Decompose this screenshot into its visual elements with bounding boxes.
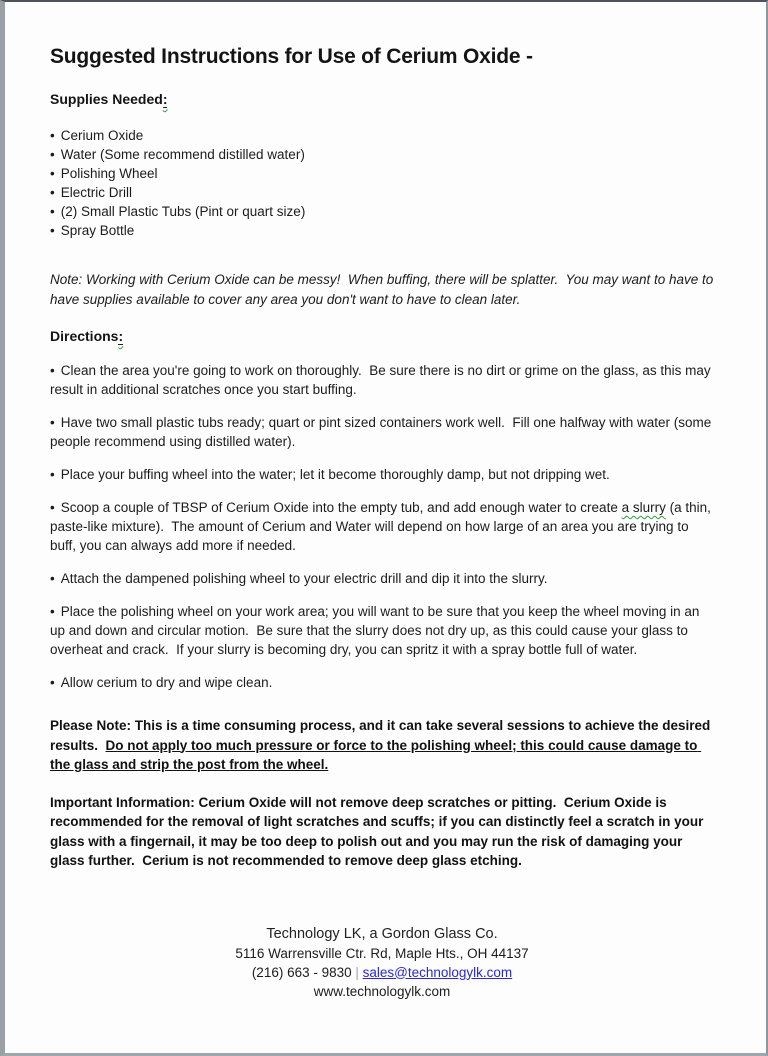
list-item-text: Electric Drill xyxy=(60,185,132,200)
direction-bullet xyxy=(50,569,714,588)
please-note-lead: Please Note: This is a time consuming process, and it can take several sessions to achieve the desired results. xyxy=(50,718,715,753)
direction-text: Clean the area you're going to work on thoroughly. Be sure there is no dirt or grime on the glass, as this may result in additional scratches once you start buffing. xyxy=(50,363,715,397)
bullet-icon: • xyxy=(50,467,55,482)
list-item-text: Spray Bottle xyxy=(60,223,135,238)
footer-company-name: Technology LK, a Gordon Glass Co. xyxy=(266,925,498,942)
supplies-list xyxy=(50,126,714,240)
direction-text: Place your buffing wheel into the water; let it become thoroughly damp, but not dripping wet. xyxy=(60,467,610,482)
supplies-heading-colon: : xyxy=(162,91,168,107)
important-information-paragraph: Important Information: Cerium Oxide will not remove deep scratches or pitting. Cerium Oxide is recommended for the removal of light scratches and scuffs; if you can distinctly feel a scratch in your glass with a fingernail, it may be too deep to polish out and you may run the risk of damaging your glass further. Cerium is not recommended to remove deep glass etching. xyxy=(50,794,708,868)
spellcheck-flagged-text: a slurry xyxy=(621,500,666,515)
bullet-icon: • xyxy=(50,571,55,586)
footer-contact-line xyxy=(50,963,714,982)
bullet-icon: • xyxy=(50,185,55,200)
list-item xyxy=(50,126,714,145)
direction-text-pre: Scoop a couple of TBSP of Cerium Oxide into the empty tub, and add enough water to create xyxy=(60,500,622,515)
list-item xyxy=(50,145,714,164)
footer xyxy=(50,925,714,1001)
list-item-text: Polishing Wheel xyxy=(60,166,158,181)
list-item-text: Water (Some recommend distilled water) xyxy=(60,147,305,162)
supplies-heading-text: Supplies Needed xyxy=(50,91,163,107)
bullet-icon: • xyxy=(50,415,55,430)
bullet-icon: • xyxy=(50,128,55,143)
direction-bullet xyxy=(50,602,714,659)
direction-text: Place the polishing wheel on your work area; you will want to be sure that you keep the wheel moving in an up and down and circular motion. Be sure that the slurry does not dry up, as this could cause your glass to overheat and crack. If your slurry is becoming dry, you can spritz it with a spray bottle full of water. xyxy=(50,604,704,657)
list-item-text: Cerium Oxide xyxy=(60,128,144,143)
document-content xyxy=(5,45,766,1001)
bullet-icon: • xyxy=(50,147,55,162)
direction-bullet xyxy=(50,673,714,692)
please-note-paragraph xyxy=(50,716,714,775)
direction-bullet xyxy=(50,465,714,484)
bullet-icon: • xyxy=(50,363,55,378)
direction-text-post: (a thin, paste-like mixture). The amount of Cerium and Water will depend on how large of an area you are trying to buff, you can always add more if needed. xyxy=(50,500,715,553)
list-item-text: (2) Small Plastic Tubs (Pint or quart size) xyxy=(60,204,306,219)
email-link[interactable]: sales@technologylk.com xyxy=(362,964,513,980)
bullet-icon: • xyxy=(50,204,55,219)
footer-separator: | xyxy=(351,964,363,980)
bullet-icon: • xyxy=(50,500,55,515)
please-note-underlined-warning: Do not apply too much pressure or force to the polishing wheel; this could cause damage to the glass and strip the post from the wheel. xyxy=(50,737,702,772)
direction-text: Allow cerium to dry and wipe clean. xyxy=(60,675,273,690)
directions-heading xyxy=(50,328,714,344)
direction-bullet xyxy=(50,361,714,399)
list-item xyxy=(50,202,714,221)
directions-heading-text: Directions xyxy=(50,328,119,344)
bullet-icon: • xyxy=(50,675,55,690)
direction-bullet xyxy=(50,413,714,451)
footer-address: 5116 Warrensville Ctr. Rd, Maple Hts., OH 44137 xyxy=(235,945,529,961)
direction-text: Attach the dampened polishing wheel to your electric drill and dip it into the slurry. xyxy=(60,571,548,586)
footer-website: www.technologylk.com xyxy=(313,983,451,999)
footer-phone: (216) 663 - 9830 xyxy=(251,964,352,980)
directions-heading-colon: : xyxy=(118,328,124,344)
bullet-icon: • xyxy=(50,223,55,238)
list-item xyxy=(50,221,714,240)
note-paragraph: Note: Working with Cerium Oxide can be messy! When buffing, there will be splatter. You may want to have to have supplies available to cover any area you don't want to have to clean later. xyxy=(50,272,718,307)
list-item xyxy=(50,164,714,183)
direction-text: Have two small plastic tubs ready; quart or pint sized containers work well. Fill one halfway with water (some people recommend using distilled water). xyxy=(50,415,716,449)
page-title: Suggested Instructions for Use of Cerium Oxide - xyxy=(50,45,533,68)
supplies-heading xyxy=(50,91,714,107)
direction-bullet xyxy=(50,498,714,555)
bullet-icon: • xyxy=(50,604,55,619)
list-item xyxy=(50,183,714,202)
bullet-icon: • xyxy=(50,166,55,181)
